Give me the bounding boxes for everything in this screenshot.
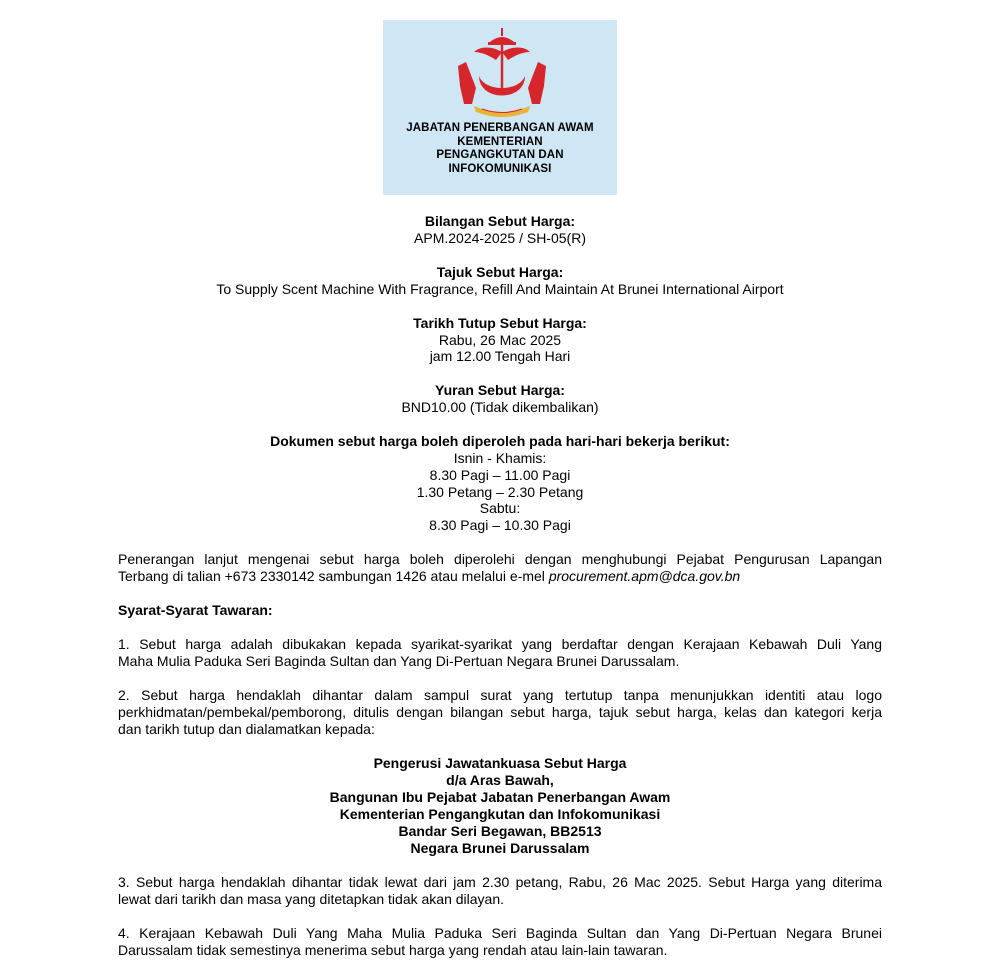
brunei-crest-icon — [452, 26, 552, 122]
paragraph-line: Penerangan lanjut mengenai sebut harga boleh diperolehi dengan menghubungi Pejabat Pengurusan Lapangan — [118, 551, 882, 567]
term-2 — [118, 687, 882, 738]
paragraph-line — [118, 568, 882, 585]
paragraph-line: 3. Sebut harga hendaklah dihantar tidak lewat dari jam 2.30 petang, Rabu, 26 Mac 2025. Sebut Harga yang diterima — [118, 874, 882, 890]
contact-info-paragraph — [118, 551, 882, 585]
logo-line: INFOKOMUNIKASI — [448, 162, 552, 175]
paragraph-line: 4. Kerajaan Kebawah Duli Yang Maha Mulia Paduka Seri Baginda Sultan dan Yang Di-Pertuan Negara Brunei — [118, 925, 882, 941]
closing-date-label: Tarikh Tutup Sebut Harga: — [413, 315, 587, 331]
quote-fee-label: Yuran Sebut Harga: — [435, 382, 565, 398]
paragraph-line: 1. Sebut harga adalah dibukakan kepada syarikat-syarikat yang berdaftar dengan Kerajaan Kebawah Duli Yang — [118, 636, 882, 652]
paragraph-line: Maha Mulia Paduka Seri Baginda Sultan dan Yang Di-Pertuan Negara Brunei Darussalam. — [118, 653, 680, 669]
quote-title-label: Tajuk Sebut Harga: — [436, 264, 564, 280]
working-hours-line: 8.30 Pagi – 11.00 Pagi — [429, 467, 571, 483]
term-1 — [118, 636, 882, 670]
address-line: Bangunan Ibu Pejabat Jabatan Penerbangan Awam — [329, 789, 671, 805]
working-hours-line: Sabtu: — [479, 500, 521, 516]
term-4 — [118, 925, 882, 959]
closing-time-value: jam 12.00 Tengah Hari — [429, 348, 571, 364]
address-line: Pengerusi Jawatankuasa Sebut Harga — [373, 755, 627, 771]
address-line: Kementerian Pengangkutan dan Infokomunikasi — [339, 806, 661, 822]
agency-logo — [383, 20, 617, 195]
address-line: Bandar Seri Begawan, BB2513 — [398, 823, 602, 839]
logo-line: KEMENTERIAN — [457, 135, 543, 148]
paragraph-text: Terbang di talian +673 2330142 sambungan 1426 atau melalui e-mel — [118, 568, 549, 584]
term-3 — [118, 874, 882, 908]
paragraph-line: dan tarikh tutup dan dialamatkan kepada: — [118, 721, 375, 737]
paragraph-line: perkhidmatan/pembekal/pemborong, ditulis dengan bilangan sebut harga, tajuk sebut harga, kelas dan kategori kerja — [118, 704, 882, 720]
working-hours-label: Dokumen sebut harga boleh diperoleh pada hari-hari bekerja berikut: — [270, 433, 730, 449]
working-hours-line: 1.30 Petang – 2.30 Petang — [416, 484, 584, 500]
working-hours-line: 8.30 Pagi – 10.30 Pagi — [429, 517, 571, 533]
address-line: d/a Aras Bawah, — [446, 772, 554, 788]
quote-number-value: APM.2024-2025 / SH-05(R) — [414, 230, 586, 246]
closing-date-value: Rabu, 26 Mac 2025 — [438, 332, 562, 348]
paragraph-line: 2. Sebut harga hendaklah dihantar dalam sampul surat yang tertutup tanpa menunjukkan identiti atau logo — [118, 687, 882, 703]
contact-email[interactable]: procurement.apm@dca.gov.bn — [548, 568, 741, 584]
address-line: Negara Brunei Darussalam — [410, 840, 590, 856]
quote-fee-value: BND10.00 (Tidak dikembalikan) — [401, 399, 599, 415]
logo-line: PENGANGKUTAN DAN — [436, 149, 564, 161]
quote-title-value: To Supply Scent Machine With Fragrance, Refill And Maintain At Brunei International Airport — [216, 281, 784, 297]
agency-name — [383, 122, 617, 176]
quote-number-label: Bilangan Sebut Harga: — [424, 213, 576, 229]
terms-heading: Syarat-Syarat Tawaran: — [118, 602, 273, 618]
working-hours-line: Isnin - Khamis: — [453, 450, 547, 466]
logo-line: JABATAN PENERBANGAN AWAM — [406, 122, 594, 134]
paragraph-line: Darussalam tidak semestinya menerima sebut harga yang rendah atau lain-lain tawaran. — [118, 942, 668, 958]
paragraph-line: lewat dari tarikh dan masa yang ditetapkan tidak akan dilayan. — [118, 891, 505, 907]
